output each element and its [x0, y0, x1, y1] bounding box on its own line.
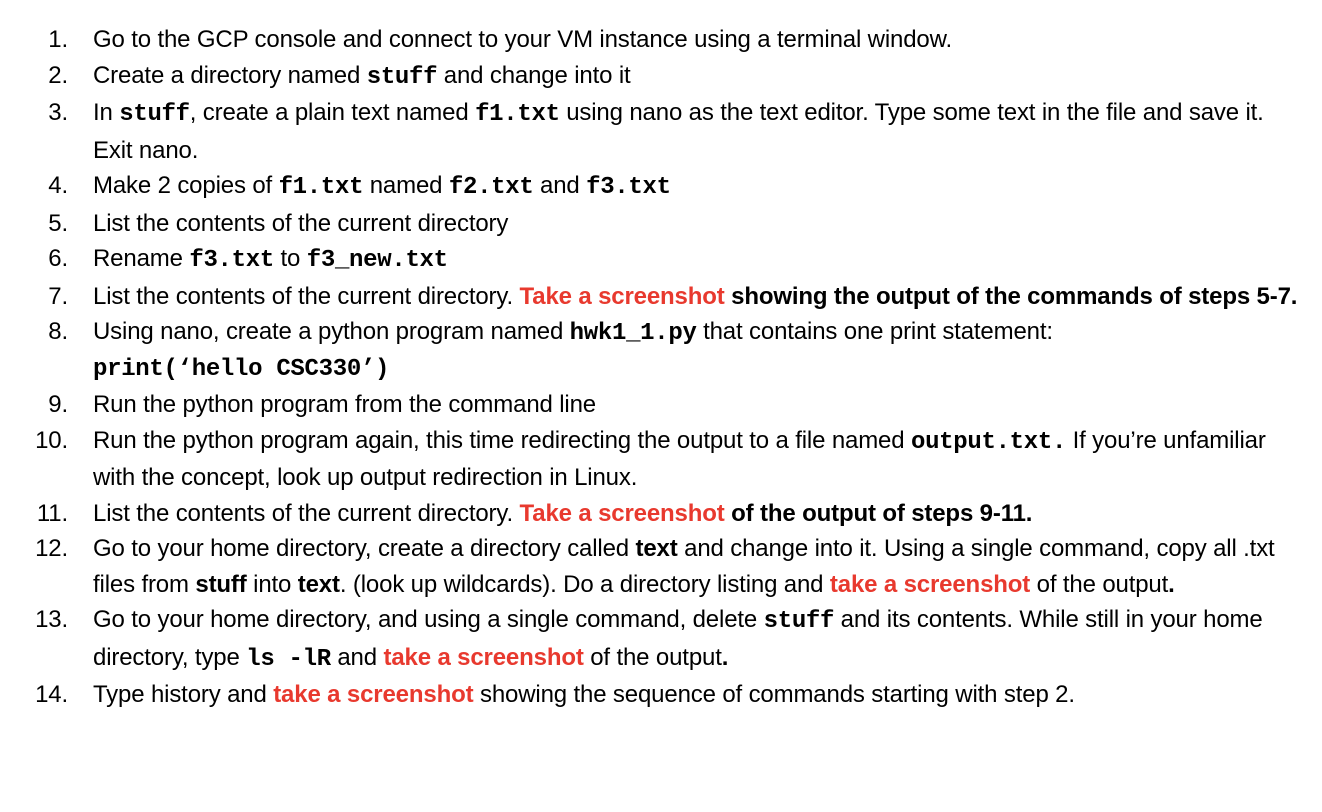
step-text: [93, 99, 1264, 164]
bold-text: showing the output of the commands of steps 5-7.: [724, 282, 1298, 310]
step-text: [93, 172, 671, 199]
step-item: [0, 58, 1302, 96]
step-text: [93, 427, 1266, 492]
screenshot-instruction: take a screenshot: [273, 681, 474, 708]
step-item: [0, 314, 1302, 387]
text-run: Go to your home directory, create a directory called: [93, 535, 636, 562]
screenshot-instruction: Take a screenshot: [519, 499, 725, 527]
step-text: [93, 681, 1075, 708]
bold-text: .: [721, 643, 729, 671]
text-run: that contains one print statement:: [696, 318, 1053, 345]
step-number: 2.: [48, 61, 68, 89]
text-run: Rename: [93, 245, 190, 272]
step-text: [93, 283, 1297, 310]
step-item: [0, 22, 1302, 58]
step-number: 6.: [48, 245, 68, 272]
step-text: [93, 210, 508, 237]
step-text: [93, 500, 1032, 527]
text-run: and change into it: [437, 61, 631, 89]
inline-code: hwk1_1.py: [569, 320, 697, 347]
inline-code: f3.txt: [189, 247, 274, 274]
step-item: [0, 602, 1302, 677]
code-line: print(‘hello CSC330’): [93, 355, 390, 383]
inline-code: ls -lR: [246, 645, 331, 673]
inline-code: stuff: [119, 101, 190, 128]
text-run: Run the python program from the command line: [93, 391, 596, 418]
step-item: [0, 423, 1302, 496]
text-run: showing the sequence of commands starting with step 2.: [473, 681, 1075, 708]
text-run: into: [246, 570, 298, 598]
step-item: [0, 387, 1302, 423]
inline-code: stuff: [366, 63, 438, 91]
step-item: [0, 206, 1302, 242]
step-text: [93, 535, 1275, 598]
text-run: List the contents of the current directory: [93, 209, 509, 237]
step-number: 11.: [36, 499, 68, 527]
inline-code: f3.txt: [586, 174, 671, 201]
text-run: Go to the GCP console and connect to your VM instance using a terminal window.: [93, 26, 953, 53]
text-run: Make 2 copies of: [93, 172, 279, 199]
screenshot-instruction: take a screenshot: [383, 643, 584, 671]
text-run: named: [363, 172, 449, 199]
bold-text: text: [297, 570, 340, 598]
text-run: Type history and: [93, 681, 274, 708]
step-item: [0, 677, 1302, 713]
step-item: [0, 496, 1302, 532]
text-run: using nano as the text editor. Type some text in the file and save it. Exit nano.: [93, 99, 1264, 164]
inline-code: output.txt.: [910, 428, 1067, 456]
step-number: 14.: [35, 681, 68, 708]
step-number: 3.: [48, 99, 68, 126]
step-text: [93, 318, 1302, 387]
inline-code: stuff: [763, 608, 835, 635]
text-run: , create a plain text named: [189, 99, 476, 126]
step-number: 8.: [48, 318, 68, 345]
text-run: to: [273, 245, 307, 272]
step-item: [0, 531, 1302, 602]
text-run: and: [330, 643, 384, 671]
instruction-list: [0, 22, 1302, 713]
text-run: Using nano, create a python program named: [93, 318, 570, 345]
step-text: [93, 62, 631, 89]
inline-code: f3_new.txt: [306, 247, 448, 274]
text-run: In: [93, 99, 120, 126]
step-text: [93, 606, 1263, 671]
text-run: and its contents. While still in your home directory, type: [93, 606, 1263, 671]
step-number: 4.: [48, 172, 68, 199]
step-number: 5.: [48, 209, 68, 237]
step-text: [93, 26, 952, 53]
text-run: If you’re unfamiliar with the concept, look up output redirection in Linux.: [93, 426, 1266, 491]
screenshot-instruction: take a screenshot: [829, 570, 1031, 598]
step-text: [93, 245, 448, 272]
step-number: 12.: [35, 535, 68, 562]
text-run: of the output: [583, 643, 722, 671]
text-run: Go to your home directory, and using a single command, delete: [93, 606, 764, 633]
inline-code: f1.txt: [278, 174, 364, 201]
bold-text: of the output of steps 9-11.: [724, 499, 1033, 527]
text-run: Run the python program again, this time redirecting the output to a file named: [93, 426, 911, 454]
text-run: of the output: [1030, 570, 1169, 598]
step-text: [93, 391, 596, 418]
step-number: 13.: [35, 606, 68, 633]
text-run: List the contents of the current directory.: [93, 499, 520, 527]
step-number: 10.: [35, 426, 68, 454]
inline-code: f1.txt: [475, 101, 560, 128]
bold-text: .: [1168, 570, 1175, 598]
step-item: [0, 241, 1302, 279]
text-run: List the contents of the current directory.: [93, 282, 520, 310]
text-run: Create a directory named: [93, 61, 367, 89]
step-item: [0, 95, 1302, 168]
step-item: [0, 168, 1302, 206]
step-number: 9.: [48, 391, 68, 418]
step-number: 1.: [48, 26, 68, 53]
bold-text: stuff: [195, 570, 247, 598]
text-run: . (look up wildcards). Do a directory listing and: [339, 570, 830, 598]
step-item: [0, 279, 1302, 315]
step-number: 7.: [48, 282, 68, 310]
screenshot-instruction: Take a screenshot: [519, 282, 725, 310]
bold-text: text: [635, 535, 678, 562]
inline-code: f2.txt: [448, 174, 534, 201]
text-run: and: [533, 172, 587, 199]
text-run: and change into it. Using a single command, copy all .txt files from: [93, 535, 1275, 598]
